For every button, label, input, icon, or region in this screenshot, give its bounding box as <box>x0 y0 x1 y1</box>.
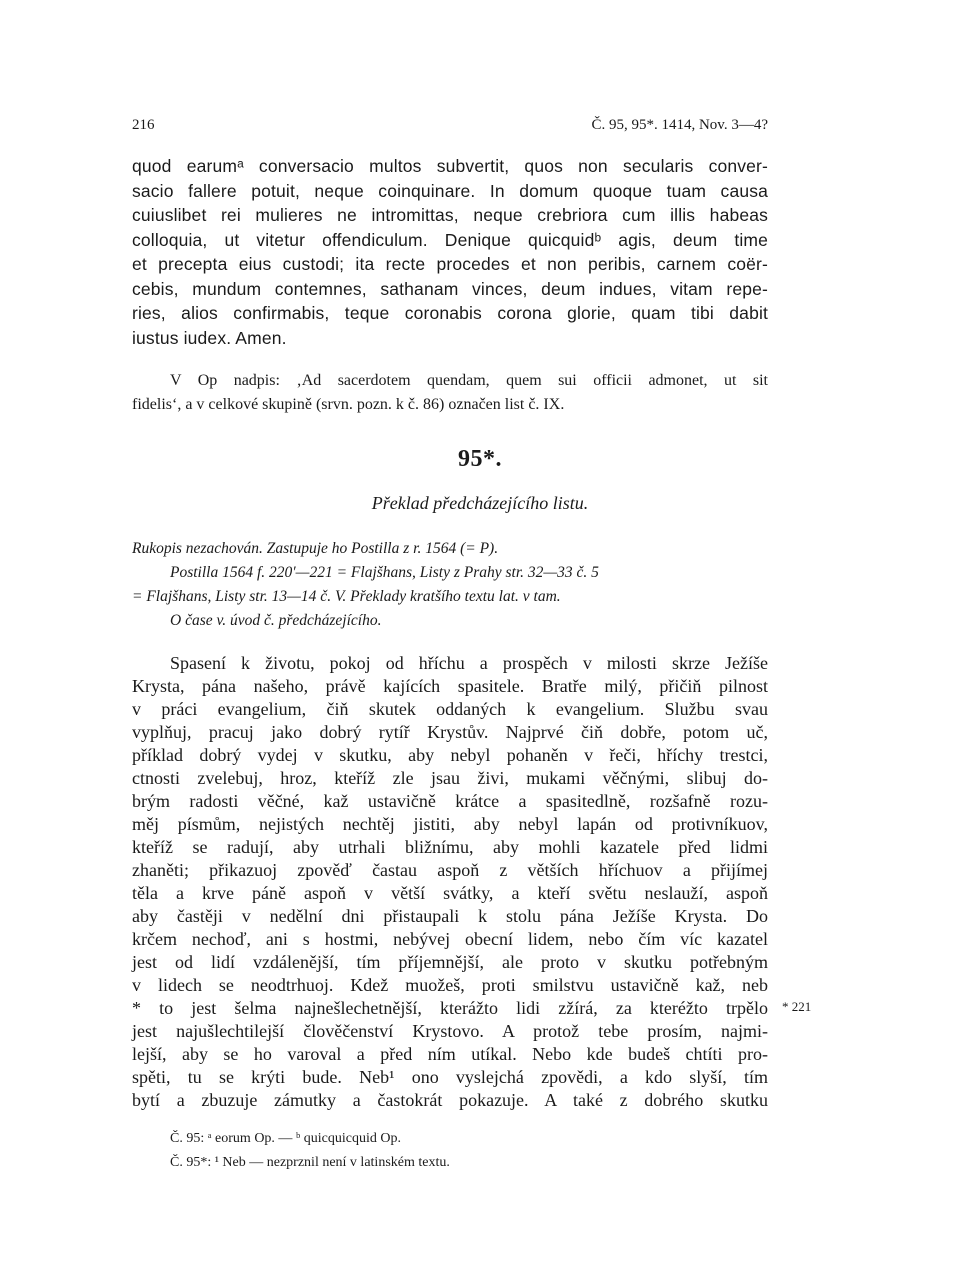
source-note-line: Rukopis nezachován. Zastupuje ho Postilla z r. 1564 (= P). <box>132 540 499 557</box>
editorial-note-line: fidelis‘, a v celkové skupině (srvn. pozn. k č. 86) označen list č. IX. <box>132 396 565 413</box>
czech-line: krčem nechoď, ani s hostmi, nebývej obecní lidem, nebo čím víc kazatel <box>132 929 768 949</box>
czech-line: bytí a zbuzuje zámutky a častokrát pokazuje. A také z dobrého skutku <box>132 1090 768 1110</box>
czech-text-block <box>132 652 768 1112</box>
czech-line: jest najušlechtilejší člověčenství Krystovo. A protož tebe prosím, najmi- <box>132 1021 768 1041</box>
running-reference: Č. 95, 95*. 1414, Nov. 3—4? <box>591 117 768 133</box>
czech-line: příklad dobrý vydej v skutku, aby nebyl pohaněn v řeči, hříchy trestci, <box>132 745 768 765</box>
czech-line: ctnosti zvelebuj, hroz, kteříž zle jsau živi, mukami věčnými, slibuj do- <box>132 768 768 788</box>
latin-line: quod earumᵃ conversacio multos subvertit, quos non secularis conver- <box>132 156 768 176</box>
czech-line: lejší, aby se ho varoval a před ním utíkal. Nebo kde budeš chtíti pro- <box>132 1044 768 1064</box>
czech-line: měj písmům, nejistých nechtěj jistiti, aby nebyl lapán od protivníkuov, <box>132 814 768 834</box>
czech-line: kteříž se radují, aby utrhali bližnímu, aby mohli kazatele před lidmi <box>132 837 768 857</box>
czech-line: Spasení k životu, pokoj od hříchu a prospěch v milosti skrze Ježíše <box>170 653 768 673</box>
latin-line: colloquia, ut vitetur offendiculum. Denique quicquidᵇ agis, deum time <box>132 229 768 250</box>
latin-line: et precepta eius custodi; ita recte procedes et non peribis, carnem coër- <box>132 254 768 274</box>
document-title: Překlad předcházejícího listu. <box>371 493 589 513</box>
source-note-line: = Flajšhans, Listy str. 13—14 č. V. Překlady kratšího textu lat. v tam. <box>132 588 561 605</box>
latin-line: sacio fallere potuit, neque coinquinare. In domum quoque tuam causa <box>132 180 768 201</box>
czech-line: jest od lidí vzdálenější, tím příjemnější, ale proto v skutku potřebným <box>132 952 768 972</box>
czech-line: v práci evangelium, čiň skutek oddaných k evangelium. Službu svau <box>132 699 768 719</box>
editorial-note <box>132 369 768 417</box>
footnote: Č. 95: ᵃ eorum Op. — ᵇ quicquicquid Op. <box>170 1131 401 1146</box>
latin-line: cebis, mundum contemnes, sathanam vinces, deum indues, vitam repe- <box>132 278 768 299</box>
czech-line: * to jest šelma najnešlechetnější, kterážto lidi zžírá, za kteréžto trpělo <box>132 998 768 1018</box>
czech-line: Krysta, pána našeho, právě kajících spasitele. Bratře milý, přičiň pilnost <box>132 676 768 696</box>
czech-line: těla a krve páně aspoň v větší svátky, a kteří světu neslauží, aspoň <box>132 883 768 903</box>
source-note-line: Postilla 1564 f. 220′—221 = Flajšhans, Listy z Prahy str. 32—33 č. 5 <box>170 564 599 581</box>
source-note-line: O čase v. úvod č. předcházejícího. <box>170 612 382 629</box>
document-number: 95*. <box>458 446 502 472</box>
czech-line: v lidech se neodtrhuoj. Kdež muožeš, proti smilstvu ustavičně kaž, neb <box>132 975 768 995</box>
czech-line: vyplňuj, pracuj jako dobrý rytíř Krystův. Najprvé čiň dobře, potom uč, <box>132 722 768 742</box>
latin-line: cuiuslibet rei mulieres ne intromittas, neque crebriora cum illis habeas <box>132 205 768 225</box>
czech-line: aby častěji v nedělní dni přistaupali k stolu pána Ježíše Krysta. Do <box>132 906 768 926</box>
footnotes <box>170 1127 770 1175</box>
latin-text-block <box>132 154 768 350</box>
page-number: 216 <box>132 117 155 133</box>
czech-line: zhaněti; přikazuoj zpověď častau aspoň z větších hříchuov a přijímej <box>132 860 768 880</box>
editorial-note-line: V Op nadpis: ‚Ad sacerdotem quendam, quem sui officii admonet, ut sit <box>170 372 768 389</box>
czech-line: brým radosti věčné, kaž ustavičně krátce a spasitedlně, rozšafně rozu- <box>132 791 768 811</box>
latin-line: ries, alios confirmabis, teque coronabis corona glorie, quam tibi dabit <box>132 303 768 323</box>
footnote: Č. 95*: ¹ Neb — nezprznil není v latinském textu. <box>170 1155 450 1170</box>
source-notes <box>132 537 768 633</box>
czech-line: spěti, tu se krýti bude. Neb¹ ono vyslejchá zpovědi, a kdo slyší, tím <box>132 1067 768 1087</box>
running-head <box>132 117 768 137</box>
margin-folio-note: * 221 <box>782 999 812 1014</box>
latin-line: iustus iudex. Amen. <box>132 327 287 348</box>
